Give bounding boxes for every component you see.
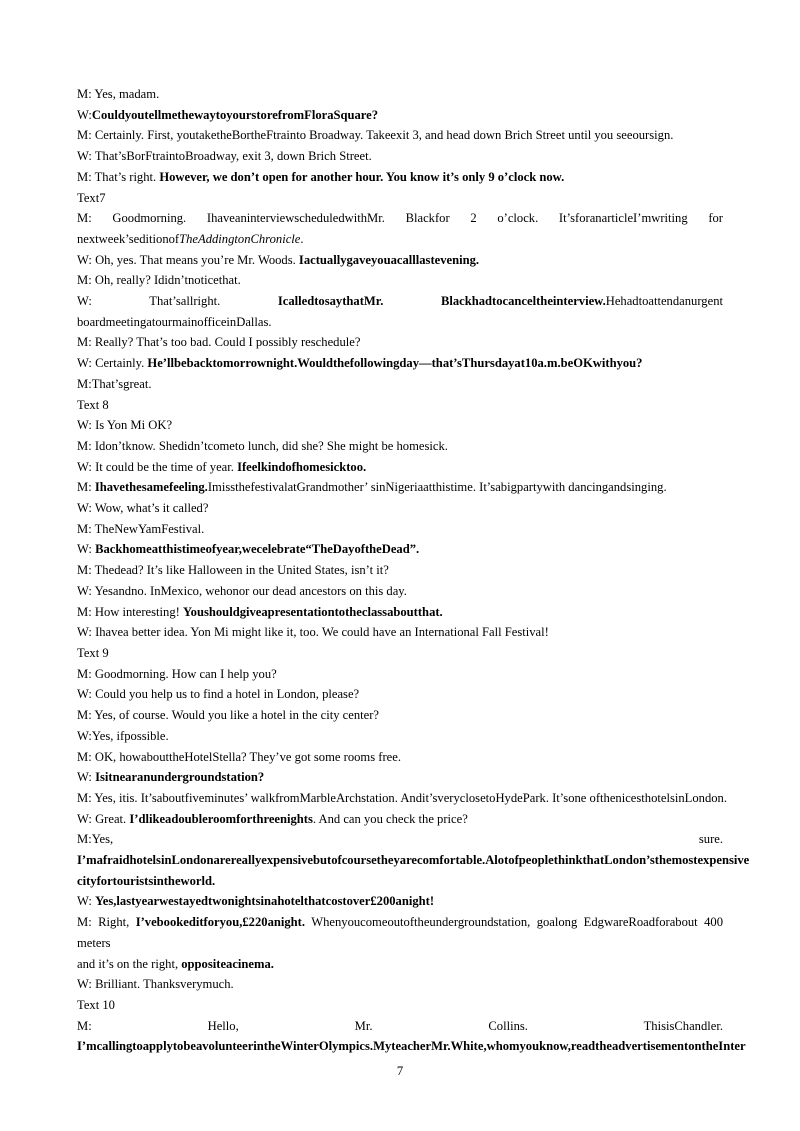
- text-segment: W: Great.: [77, 811, 130, 826]
- text-segment: .: [300, 231, 304, 246]
- bold-text: Ihavethesamefeeling.: [94, 480, 208, 495]
- text-line: [77, 415, 723, 436]
- text-segment: M: Oh, really? Ididn’tnoticethat.: [77, 273, 241, 288]
- text-segment: M: Yes, of course. Would you like a hotel in the city center?: [77, 708, 379, 723]
- bold-text: Youshouldgiveapresentationtotheclassaboutthat.: [182, 604, 443, 619]
- text-line: [77, 1036, 746, 1057]
- text-line: [77, 332, 723, 353]
- text-segment: M: Right,: [77, 915, 136, 930]
- bold-text: Iactuallygaveyouacalllastevening.: [298, 252, 480, 267]
- text-line: [77, 312, 723, 333]
- text-line: [77, 974, 723, 995]
- text-segment: M: Really? That’s too bad. Could I possibly reschedule?: [77, 335, 361, 350]
- text-segment: M: Idon’tknow. Shedidn’tcometo lunch, did she? She might be homesick.: [77, 438, 448, 453]
- text-line: [77, 105, 723, 126]
- text-line: [77, 353, 723, 374]
- text-segment: M: How interesting!: [77, 604, 183, 619]
- text-segment: and it’s on the right,: [77, 956, 182, 971]
- text-line: [77, 767, 723, 788]
- italic-text: TheAddingtonChronicle: [179, 231, 301, 246]
- text-line: [77, 84, 723, 105]
- bold-text: He’llbebacktomorrownight.Wouldthefollowingday—that’sThursdayat10a.m.beOKwithyou?: [147, 356, 643, 371]
- text-line: [77, 167, 723, 188]
- text-segment: boardmeetingatourmainofficeinDallas.: [77, 314, 272, 329]
- text-line: [77, 747, 723, 768]
- text-segment: W:: [77, 542, 96, 557]
- text-line: [77, 291, 723, 312]
- text-segment: M: OK, howabouttheHotelStella? They’ve got some rooms free.: [77, 749, 401, 764]
- text-line: [77, 208, 723, 229]
- text-line: [77, 146, 723, 167]
- text-segment: W: Ihavea better idea. Yon Mi might like it, too. We could have an International Fall Festival!: [77, 625, 549, 640]
- text-line: [77, 664, 723, 685]
- text-line: [77, 871, 723, 892]
- text-line: [77, 188, 723, 209]
- text-segment: W: Certainly.: [77, 356, 148, 371]
- bold-text: I’mafraidhotelsinLondonarereallyexpensivebutofcoursetheyarecomfortable.AlotofpeoplethinkthatLondon’sthemostexpensive: [77, 853, 750, 868]
- text-segment: M:That’sgreat.: [77, 376, 152, 391]
- text-segment: W: Yesandno. InMexico, wehonor our dead ancestors on this day.: [77, 583, 407, 598]
- text-line: [77, 726, 723, 747]
- text-segment: M: Goodmorning. How can I help you?: [77, 666, 277, 681]
- text-segment: W: That’sallright.: [77, 294, 278, 309]
- text-segment: Text 10: [77, 997, 115, 1012]
- bold-text: Backhomeatthistimeofyear,wecelebrate“TheDayoftheDead”.: [95, 542, 420, 557]
- text-line: [77, 457, 723, 478]
- text-segment: W: Could you help us to find a hotel in London, please?: [77, 687, 360, 702]
- text-segment: Hehadtoattendanurgent: [605, 294, 723, 309]
- text-line: [77, 498, 723, 519]
- bold-text: Yes,lastyearwestayedtwonightsinahotelthatcostover£200anight!: [95, 894, 435, 909]
- text-line: [77, 829, 723, 850]
- text-segment: M: Certainly. First, youtaketheBortheFtrainto Broadway. Takeexit 3, and head down Brich Street until you seeoursign.: [77, 128, 674, 143]
- bold-text: I’vebookeditforyou,£220anight.: [135, 915, 306, 930]
- text-segment: W: That’sBorFtraintoBroadway, exit 3, down Brich Street.: [77, 149, 372, 164]
- text-line: [77, 995, 723, 1016]
- bold-text: I’mcallingtoapplytobeavolunteerintheWinterOlympics.MyteacherMr.White,whomyouknow,readtheadvertisementontheInter: [77, 1039, 746, 1054]
- text-line: [77, 477, 723, 498]
- text-line: [77, 395, 723, 416]
- text-segment: W:: [77, 894, 96, 909]
- text-line: [77, 643, 723, 664]
- text-line: [77, 436, 723, 457]
- bold-text: oppositeacinema.: [181, 956, 274, 971]
- text-segment: Text7: [77, 190, 106, 205]
- text-line: [77, 374, 723, 395]
- text-segment: Text 9: [77, 645, 109, 660]
- document-body: [77, 84, 750, 1057]
- text-segment: W:: [77, 107, 92, 122]
- text-line: [77, 809, 723, 830]
- text-line: [77, 684, 723, 705]
- text-segment: M:: [77, 480, 95, 495]
- text-segment: ImissthefestivalatGrandmother’ sinNigeriaatthistime. It’sabigpartywith dancingandsinging.: [207, 480, 667, 495]
- text-segment: W:: [77, 770, 96, 785]
- bold-text: Ifeelkindofhomesicktoo.: [237, 459, 367, 474]
- text-line: [77, 1016, 723, 1037]
- text-segment: W:Yes, ifpossible.: [77, 728, 169, 743]
- text-segment: W: Wow, what’s it called?: [77, 501, 209, 516]
- text-segment: W: Oh, yes. That means you’re Mr. Woods.: [77, 252, 299, 267]
- text-line: [77, 519, 723, 540]
- bold-text: I’dlikeadoubleroomforthreenights: [129, 811, 313, 826]
- bold-text: Isitnearanundergroundstation?: [95, 770, 265, 785]
- text-segment: M: That’s right.: [77, 169, 160, 184]
- text-line: [77, 850, 750, 871]
- bold-text: CouldyoutellmethewaytoyourstorefromFloraSquare?: [91, 107, 379, 122]
- text-segment: M: Thedead? It’s like Halloween in the United States, isn’t it?: [77, 563, 389, 578]
- text-line: [77, 705, 723, 726]
- text-line: [77, 602, 723, 623]
- text-segment: M: Yes, itis. It’saboutfiveminutes’ walkfromMarbleArchstation. Andit’sveryclosetoHydePark. It’sone ofthenicesthotelsinLondon.: [77, 790, 727, 805]
- text-line: [77, 891, 723, 912]
- text-segment: M:Yes, sure.: [77, 832, 723, 847]
- text-line: [77, 125, 723, 146]
- text-line: [77, 229, 723, 250]
- text-segment: W: It could be the time of year.: [77, 459, 238, 474]
- text-segment: M: TheNewYamFestival.: [77, 521, 205, 536]
- page-number: 7: [396, 1064, 404, 1078]
- bold-text: However, we don’t open for another hour. You know it’s only 9 o’clock now.: [159, 169, 565, 184]
- text-segment: M: Hello, Mr. Collins. ThisisChandler.: [77, 1018, 723, 1033]
- text-line: [77, 270, 723, 291]
- text-line: [77, 954, 723, 975]
- bold-text: cityfortouristsintheworld.: [77, 873, 216, 888]
- text-line: [77, 560, 723, 581]
- text-line: [77, 622, 723, 643]
- bold-text: IcalledtosaythatMr. Blackhadtocanceltheinterview.: [277, 294, 606, 309]
- text-segment: nextweek’seditionof: [77, 231, 180, 246]
- text-segment: M: Goodmorning. IhaveaninterviewscheduledwithMr. Blackfor 2 o’clock. It’sforanarticleI’mwriting for: [77, 211, 723, 226]
- text-line: [77, 788, 727, 809]
- text-line: [77, 539, 723, 560]
- text-segment: Whenyoucomeoutoftheundergroundstation, goalong EdgwareRoadforabout 400 meters: [77, 915, 723, 950]
- text-line: [77, 912, 723, 953]
- text-segment: M: Yes, madam.: [77, 87, 160, 101]
- text-line: [77, 581, 723, 602]
- text-line: [77, 250, 723, 271]
- text-segment: W: Brilliant. Thanksverymuch.: [77, 977, 234, 992]
- text-segment: . And can you check the price?: [312, 811, 468, 826]
- text-segment: Text 8: [77, 397, 109, 412]
- text-segment: W: Is Yon Mi OK?: [77, 418, 173, 433]
